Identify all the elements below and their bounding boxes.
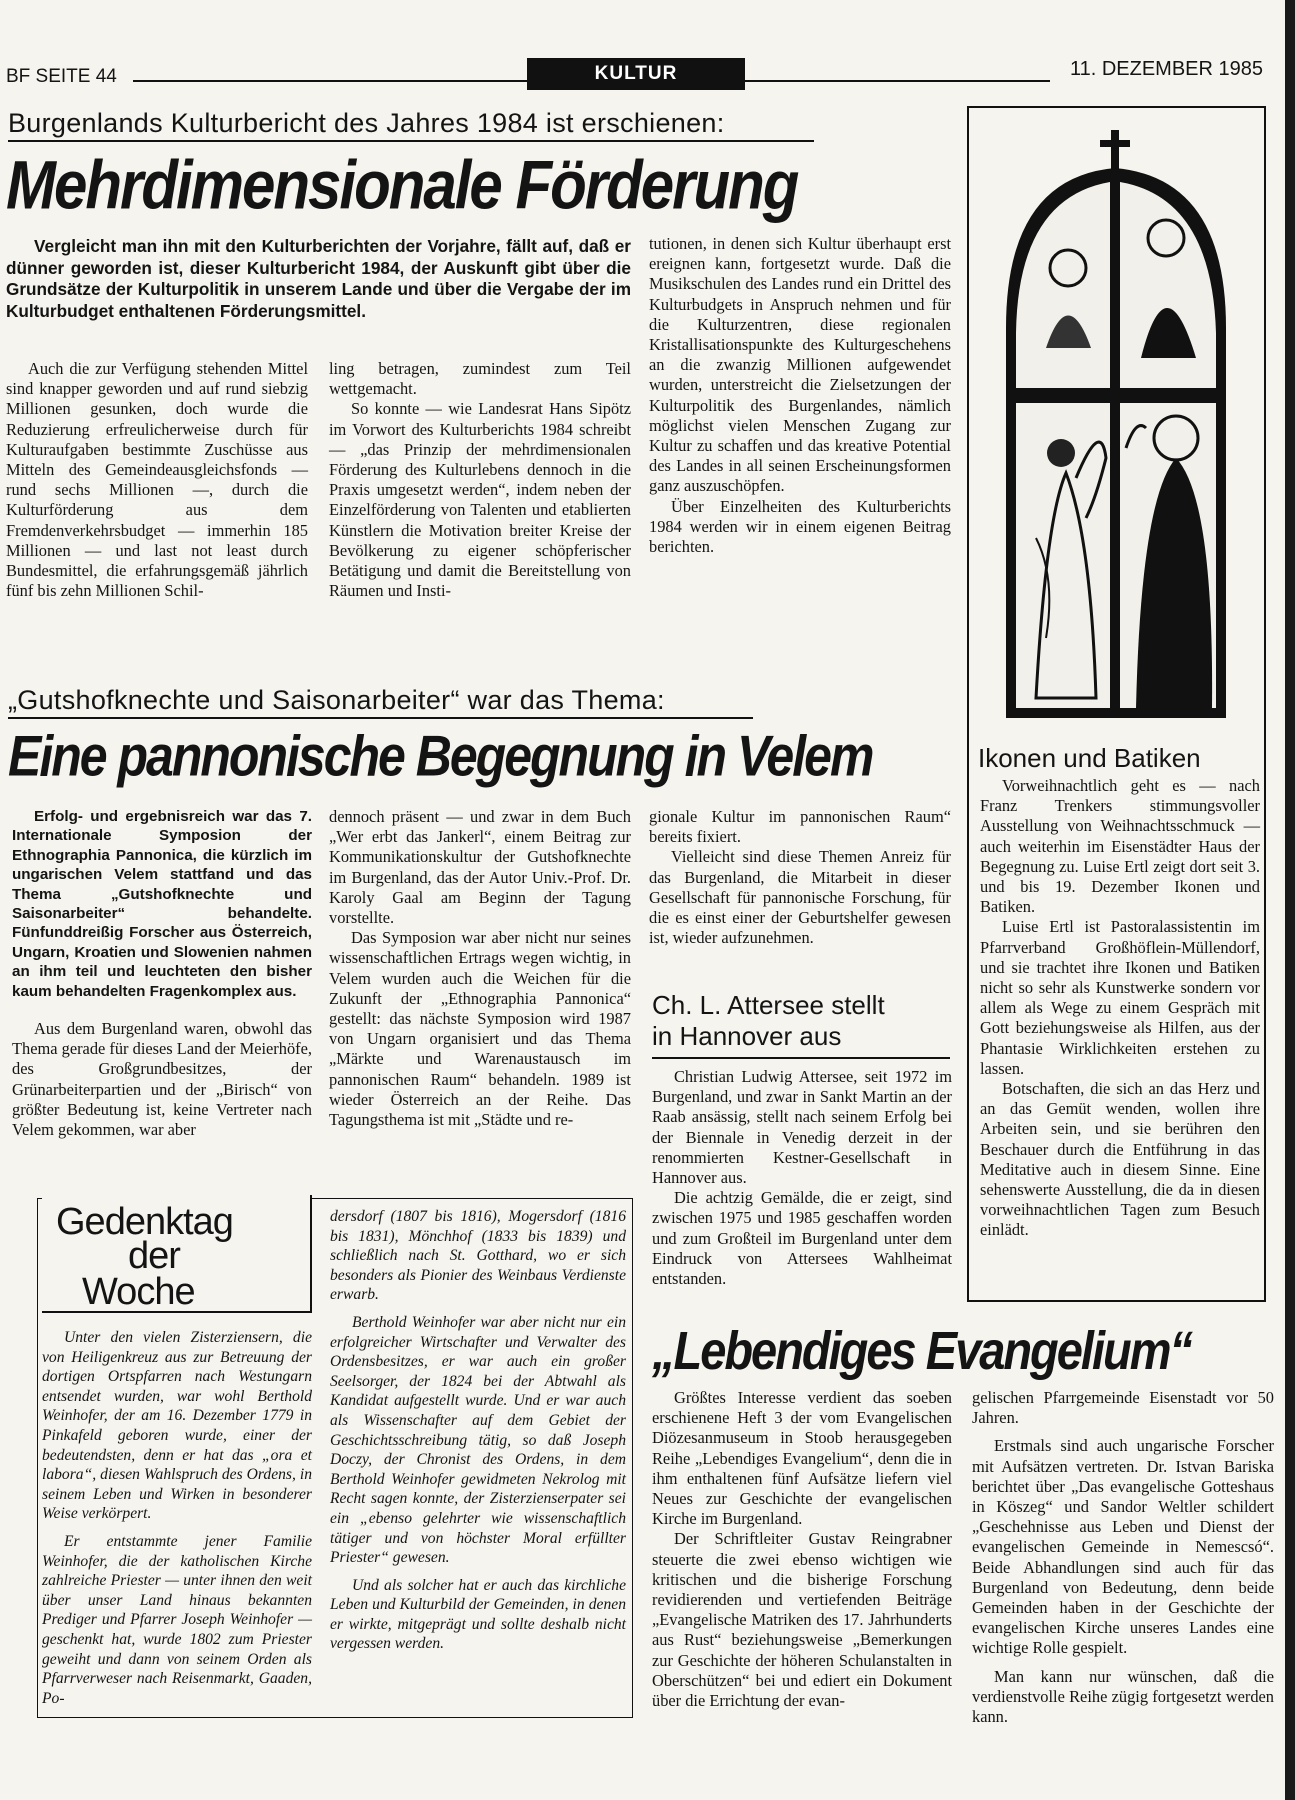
evangelium-column-1: [652, 1388, 952, 1711]
page-edge: [1285, 0, 1295, 1800]
ikonen-paragraph: Botschaften, die sich an das Herz und an das Gemüt wenden, wollen ihre Arbeiten sein, und sie berühren den Beschauer durch die Entführung in das Meditative auch in diesem Sinne. Eine sehenswerte Ausstellung, die da in diesen vorweihnachtlichen Tagen zum Besuch einlädt.: [980, 1079, 1260, 1240]
attersee-rule: [652, 1057, 950, 1059]
evangelium-paragraph: Größtes Interesse verdient das soeben erschienene Heft 3 der vom Evangelischen Diözesanmuseum in Stoob herausgegeben Reihe „Lebendiges Evangelium“, denn die in ihm enthaltenen fünf Aufsätze liefern viel Neues zur Geschichte der evangelischen Kirche im Burgenland.: [652, 1388, 952, 1529]
header-rule: [133, 80, 527, 82]
ikonen-title: Ikonen und Batiken: [978, 743, 1201, 773]
evangelium-paragraph: Man kann nur wünschen, daß die verdienstvolle Reihe zügig fortgesetzt werden kann.: [972, 1666, 1274, 1727]
header-rule: [745, 80, 1050, 82]
evangelium-headline: „Lebendiges Evangelium“: [652, 1319, 1192, 1381]
article2-lead: Erfolg- und ergebnisreich war das 7. Internationale Symposion der Ethnographia Pannonica, die kürzlich im ungarischen Velem stattfand und das Thema „Gutshofknechte und Saisonarbeiter“ behandelte. Fünfunddreißig Forscher aus Österreich, Ungarn, Kroatien und Slowenien nahmen an ihm teil und leuchteten den bisher kaum behandelten Fragenkomplex aus.: [12, 808, 312, 1000]
attersee-title-line: in Hannover aus: [652, 1021, 842, 1051]
gedenktag-paragraph: Und als solcher hat er auch das kirchliche Leben und Kulturbild der Gemeinden, in denen er wirkte, mitgeprägt und sollte deshalb nicht vergessen werden.: [330, 1576, 626, 1653]
article2-column-3: [649, 807, 951, 948]
gedenktag-title-word: Woche: [82, 1271, 195, 1313]
article1-lead: Vergleicht man ihn mit den Kulturberichten der Vorjahre, fällt auf, daß er dünner geworden ist, dieser Kulturbericht 1984, der Auskunft gibt über die Grundsätze der Kulturpolitik in unserem Lande und über die Vergabe der im Kulturbudget enthaltenen Förderungsmittel.: [6, 236, 631, 321]
kicker-rule: [8, 717, 753, 719]
attersee-column: [652, 1067, 952, 1289]
attersee-paragraph: Christian Ludwig Attersee, seit 1972 im Burgenland, und zwar in Sankt Martin an der Raab ansässig, stellt nach seinem Erfolg bei der Biennale in Venedig derzeit in der renommierten Kestner-Gesellschaft in Hannover aus.: [652, 1067, 952, 1188]
evangelium-paragraph: Erstmals sind auch ungarische Forscher mit Aufsätzen vertreten. Dr. Istvan Bariska berichtet über „Das evangelische Gotteshaus in Köszeg“ und Sandor Weltler schildert „Geschehnisse aus Leben und Dienst der evangelischen Gemeinde in Nemescsó“. Beide Abhandlungen sind auch für das Burgenland von Bedeutung, denn beide Gemeinden haben in der Geschichte der evangelischen Kirche unseres Landes eine wichtige Rolle gespielt.: [972, 1436, 1274, 1658]
article2-paragraph: dennoch präsent — und zwar in dem Buch „Wer erbt das Jankerl“, einem Beitrag zur Kommunikationskultur der Gutshofknechte im Burgenland, das der Autor Univ.-Prof. Dr. Karoly Gaal am Beginn der Tagung vorstellte.: [329, 807, 631, 928]
icon-illustration: [976, 118, 1257, 718]
issue-date: 11. DEZEMBER 1985: [1069, 58, 1263, 80]
ikonen-paragraph: Luise Ertl ist Pastoralassistentin im Pfarrverband Großhöflein-Müllendorf, und sie trachtet ihre Ikonen und Batiken nicht so sehr als Kunstwerke sondern vor allem als Wege zu einem Gespräch mit Gott beziehungsweise als Hilfen, aus der Phantasie Wirklichkeiten erstehen zu lassen.: [980, 917, 1260, 1078]
gedenktag-column-1: [42, 1328, 312, 1708]
gedenktag-paragraph: Unter den vielen Zisterziensern, die von Heiligenkreuz aus zur Betreuung der dortigen Ortspfarren nach Westungarn entsendet wurden, war wohl Berthold Weinhofer, der am 16. Dezember 1779 in Pinkafeld geboren wurde, einer der bedeutendsten, denn er hat das „ora et labora“, diesen Wahlspruch des Ordens, in seinem Leben und Wirken in besonderer Weise verkörpert.: [42, 1329, 312, 1523]
gedenktag-title-word: Gedenktag: [56, 1201, 233, 1243]
article1-paragraph: Auch die zur Verfügung stehenden Mittel sind knapper geworden und auf rund siebzig Millionen gesunken, doch wurde die Reduzierung erfreulicherweise durch für Kulturaufgaben bestimmte Zuschüsse aus Mitteln des Gemeindeausgleichsfonds — rund sechs Millionen —, durch die Kulturförderung aus dem Fremdenverkehrsbudget — immerhin 185 Millionen — und last not least durch Bundesmittel, die erfahrungsgemäß jährlich fünf bis zehn Millionen Schil-: [6, 359, 308, 601]
kicker-rule: [8, 140, 814, 142]
article2-paragraph: Aus dem Burgenland waren, obwohl das Thema gerade für dieses Land der Meierhöfe, des Großgrundbesitzes, der Grünarbeiterpartien und der „Birisch“ von größter Bedeutung ist, keine Vertreter nach Velem gekommen, war aber: [12, 1019, 312, 1140]
article1-paragraph: tutionen, in denen sich Kultur überhaupt erst ereignen kann, fortgesetzt wurde. Daß die Musikschulen des Landes rund ein Drittel des Kulturbudgets in Anspruch nehmen und für die Kulturzentren, diese regionalen Kristallisationspunkte des Kulturgeschehens an die zwanzig Millionen aufgewendet wurden, unterstreicht die Zielsetzungen der Kulturpolitik des Burgenlandes, nämlich möglichst vielen Menschen Zugang zur Kultur zu schaffen und das kreative Potential des Landes in all seinen Erscheinungsformen ganz auszuschöpfen.: [649, 234, 951, 496]
article2-paragraph: Vielleicht sind diese Themen Anreiz für das Burgenland, die Mitarbeit in dieser Gesellschaft für pannonische Forschung, für die es einst einer der Geburtshelfer gewesen ist, wieder aufzunehmen.: [649, 847, 951, 948]
article2-paragraph: Das Symposion war aber nicht nur seines wissenschaftlichen Ertrags wegen wichtig, in Velem wurden auch die Weichen für die Zukunft der „Ethnographia Pannonica“ gestellt: das nächste Symposion wird 1987 von Ungarn organisiert und das Thema „Märkte und Warenaustausch im pannonischen Raum“ behandeln. 1989 ist wieder Österreich an der Reihe. Das Tagungsthema ist mit „Städte und re-: [329, 928, 631, 1130]
ikonen-column: [980, 776, 1260, 1241]
article1-headline: Mehrdimensionale Förderung: [6, 146, 798, 224]
section-label: KULTUR: [527, 58, 745, 90]
ikonen-paragraph: Vorweihnachtlich geht es — nach Franz Trenkers stimmungsvoller Ausstellung von Weihnachtsschmuck — auch weiterhin im Eisenstädter Haus der Begegnung zu. Luise Ertl zeigt dort seit 3. und bis 19. Dezember Ikonen und Batiken.: [980, 776, 1260, 917]
page-label: BF SEITE 44: [6, 66, 117, 87]
gedenktag-paragraph: Berthold Weinhofer war aber nicht nur ein erfolgreicher Wirtschafter und Verwalter des Ordensbesitzes, er war auch ein großer Seelsorger, der 1824 bei der Abtwahl als Kandidat aufgestellt wurde. Und er war auch als Wissenschafter auf dem Gebiet der Geschichtsschreibung tätig, so daß Joseph Doczy, der Chronist des Ordens, in dem Berthold Weinhofer gewidmeten Nekrolog mit Recht sagen konnte, der Zisterzienserpater sei ein „ebenso gelehrter wie wissenschaftlich tätiger und von höchster Moral erfüllter Priester“ gewesen.: [330, 1313, 626, 1567]
evangelium-paragraph: gelischen Pfarrgemeinde Eisenstadt vor 50 Jahren.: [972, 1388, 1274, 1428]
gedenktag-title-word: der: [128, 1235, 180, 1277]
article1-kicker: Burgenlands Kulturbericht des Jahres 1984 ist erschienen:: [8, 108, 725, 138]
attersee-title: [652, 990, 885, 1052]
evangelium-paragraph: Der Schriftleiter Gustav Reingrabner steuerte die zwei ebenso wichtigen wie kritischen und die bisherige Forschung revidierenden und vertiefenden Beiträge „Evangelische Matriken des 17. Jahrhunderts aus Rust“ beziehungsweise „Bemerkungen zur Geschichte der höheren Schulanstalten in Oberschützen“ bei und ediert ein Dokument über die Errichtung der evan-: [652, 1529, 952, 1711]
article2-column-2: [329, 807, 631, 1130]
article1-paragraph: So konnte — wie Landesrat Hans Sipötz im Vorwort des Kulturberichts 1984 schreibt — „das Prinzip der mehrdimensionalen Förderung des Kulturlebens dennoch in die Praxis umgesetzt werden“, indem neben der Einzelförderung von Talenten und etablierten Künstlern die Motivation breiter Kreise der Bevölkerung zu eigener schöpferischer Betätigung und damit die Bereitstellung von Räumen und Insti-: [329, 399, 631, 601]
gedenktag-column-2: [330, 1207, 626, 1654]
article1-column-1: [6, 359, 308, 601]
article1-column-3: [649, 234, 951, 557]
article1-paragraph: ling betragen, zumindest zum Teil wettgemacht.: [329, 359, 631, 399]
article2-paragraph: gionale Kultur im pannonischen Raum“ bereits fixiert.: [649, 807, 951, 847]
article1-paragraph: Über Einzelheiten des Kulturberichts 1984 werden wir in einem eigenen Beitrag berichten.: [649, 496, 951, 557]
gedenktag-title: [42, 1195, 312, 1313]
article2-headline: Eine pannonische Begegnung in Velem: [8, 723, 873, 789]
article2-kicker: „Gutshofknechte und Saisonarbeiter“ war das Thema:: [8, 685, 665, 715]
gedenktag-paragraph: dersdorf (1807 bis 1816), Mogersdorf (1816 bis 1831), Mönchhof (1833 bis 1839) und schließlich nach St. Gotthard, wo er sich besonders als Pionier des Weinbaus Verdienste erwarb.: [330, 1208, 626, 1304]
gedenktag-paragraph: Er entstammte jener Familie Weinhofer, die der katholischen Kirche zahlreiche Priester — unter ihnen den weit über unser Land hinaus bekannten Prediger und Pfarrer Joseph Weinhofer — geschenkt hat, wurde 1802 zum Priester geweiht und dann von seinem Orden als Pfarrverweser nach Reisenmarkt, Gaaden, Po-: [42, 1532, 312, 1707]
attersee-paragraph: Die achtzig Gemälde, die er zeigt, sind zwischen 1975 und 1985 geschaffen worden und zum Großteil im Burgenland unter dem Eindruck von Attersees Wahlheimat entstanden.: [652, 1188, 952, 1289]
evangelium-column-2: [972, 1388, 1274, 1727]
article2-column-1: [12, 807, 312, 1140]
article1-column-2: [329, 359, 631, 601]
attersee-title-line: Ch. L. Attersee stellt: [652, 990, 885, 1020]
